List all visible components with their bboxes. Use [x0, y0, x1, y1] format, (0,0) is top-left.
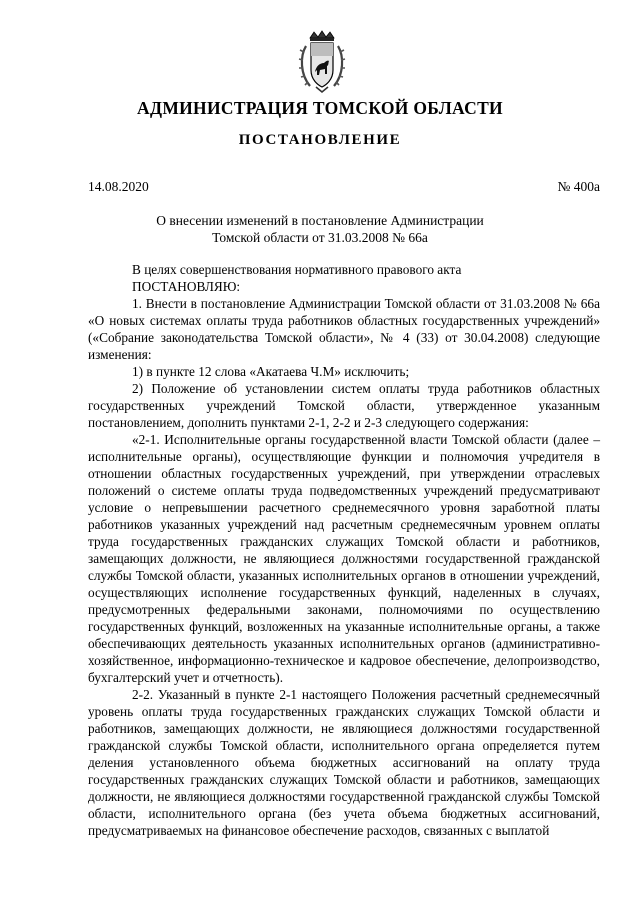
- body-paragraph: 2-2. Указанный в пункте 2-1 настоящего Положения расчетный среднемесячный уровень оплаты труда государственных гражданских служащих Томской области и работников, замещающих должности, не являющиеся должностями государственной гражданской службы Томской области, исполнительного органа определяется путем деления установленного объема бюджетных ассигнований на оплату труда государственных гражданских служащих Томской области и работников, замещающих должности, не являющиеся должностями государственной гражданской службы Томской области, исполнительного органа (без учета объема бюджетных ассигнований, предусматриваемых на финансовое обеспечение расходов, связанных с выплатой: [88, 687, 600, 838]
- document-number: № 400а: [557, 179, 600, 194]
- subject-line: О внесении изменений в постановление Администрации: [156, 213, 484, 228]
- body-paragraph: В целях совершенствования нормативного правового акта: [132, 262, 462, 277]
- body-paragraph: ПОСТАНОВЛЯЮ:: [132, 279, 241, 294]
- document-date: 14.08.2020: [88, 179, 149, 194]
- body-paragraph: 2) Положение об установлении систем оплаты труда работников областных государственных учреждений Томской области, утвержденное указанным постановлением, дополнить пунктами 2-1, 2-2 и 2-3 следующего содержания:: [88, 381, 600, 430]
- document-type: ПОСТАНОВЛЕНИЕ: [238, 132, 402, 148]
- body-paragraph: 1) в пункте 12 слова «Акатаева Ч.М» исключить;: [132, 364, 410, 379]
- document-subject: [140, 212, 500, 246]
- body-paragraph: «2-1. Исполнительные органы государственной власти Томской области (далее – исполнительные органы), осуществляющие функции и полномочия учредителя в отношении областных государственных учреждений, при утверждении отраслевых положений о системе оплаты труда подведомственных учреждений предусматривают условие о непревышении расчетного среднемесячного уровня заработной платы работников указанных учреждений над расчетным среднемесячным уровнем оплаты труда государственных гражданских служащих Томской области и работников, замещающих должности, не являющиеся должностями государственной гражданской службы Томской области, указанных исполнительных органов в отношении учреждений, осуществляющих исполнение государственных функций, наделенных в случаях, предусмотренных федеральными законами, полномочиями по осуществлению государственных функций, возложенных на указанные исполнительные органы, а также обеспечивающих деятельность указанных исполнительных органов (административно-хозяйственное, информационно-техническое и кадровое обеспечение, делопроизводство, бухгалтерский учет и отчетность).: [88, 432, 600, 685]
- subject-line: Томской области от 31.03.2008 № 66а: [212, 230, 428, 245]
- organization-title: АДМИНИСТРАЦИЯ ТОМСКОЙ ОБЛАСТИ: [137, 98, 503, 118]
- tomsk-coat-of-arms-icon: [296, 30, 348, 94]
- document-body: [88, 261, 600, 839]
- body-paragraph: 1. Внести в постановление Администрации Томской области от 31.03.2008 № 66а «О новых системах оплаты труда работников областных государственных учреждений» («Собрание законодательства Томской области», № 4 (33) от 30.04.2008) следующие изменения:: [88, 296, 600, 362]
